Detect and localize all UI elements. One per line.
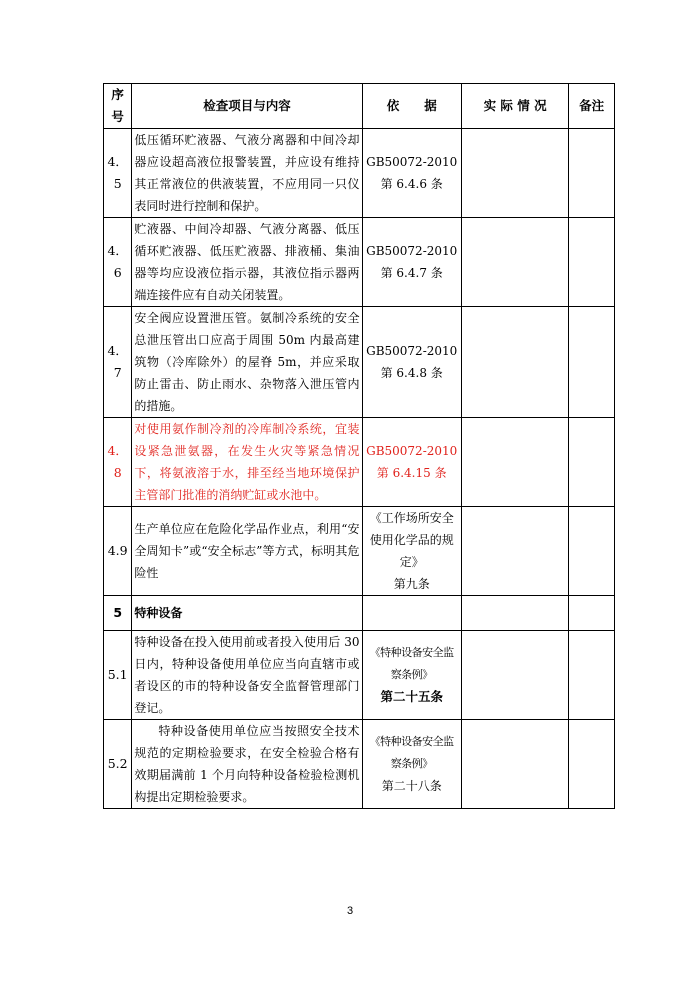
basis-clause: 第 6.4.8 条 (380, 366, 443, 380)
row-item: 对使用氨作制冷剂的冷库制冷系统，宜装设紧急泄氨器，在发生火灾等紧急情况下，将氨液溶于水，排至经当地环境保护主管部门批准的消纳贮缸或水池中。 (132, 418, 362, 507)
table-row (104, 218, 615, 307)
row-actual[interactable] (461, 418, 568, 507)
inspection-checklist-table (103, 83, 615, 809)
section-basis (362, 596, 461, 631)
header-actual: 实 际 情 况 (461, 84, 568, 129)
row-basis (362, 507, 461, 596)
row-item: 贮液器、中间冷却器、气液分离器、低压循环贮液器、低压贮液器、排液桶、集油器等均应设液位指示器，其液位指示器两端连接件应有自动关闭装置。 (132, 218, 362, 307)
row-number: 4．6 (104, 218, 132, 307)
basis-clause: 第 6.4.15 条 (376, 466, 447, 480)
row-note[interactable] (569, 631, 615, 720)
section-number: 5 (104, 596, 132, 631)
section-title: 特种设备 (132, 596, 362, 631)
table-header-row (104, 84, 615, 129)
row-note[interactable] (569, 720, 615, 809)
header-note: 备注 (569, 84, 615, 129)
basis-standard: GB50072-2010 (366, 344, 458, 358)
row-number: 4．5 (104, 129, 132, 218)
basis-clause: 第 6.4.7 条 (380, 266, 443, 280)
row-item: 生产单位应在危险化学品作业点，利用“安全周知卡”或“安全标志”等方式，标明其危险性 (132, 507, 362, 596)
row-actual[interactable] (461, 218, 568, 307)
basis-standard: 《工作场所安全使用化学品的规定》 (369, 511, 454, 569)
header-item: 检查项目与内容 (132, 84, 362, 129)
row-note[interactable] (569, 307, 615, 418)
table-row (104, 129, 615, 218)
row-number: 4.9 (104, 507, 132, 596)
row-basis (362, 418, 461, 507)
basis-regulation: 《特种设备安全监察条例》 (369, 735, 454, 770)
row-note[interactable] (569, 507, 615, 596)
row-item: 特种设备在投入使用前或者投入使用后 30 日内，特种设备使用单位应当向直辖市或者设区的市的特种设备安全监督管理部门登记。 (132, 631, 362, 720)
row-number: 4．8 (104, 418, 132, 507)
header-no: 序号 (104, 84, 132, 129)
row-actual[interactable] (461, 507, 568, 596)
row-item: 低压循环贮液器、气液分离器和中间冷却器应设超高液位报警装置，并应设有维持其正常液位的供液装置，不应用同一只仪表同时进行控制和保护。 (132, 129, 362, 218)
section-actual[interactable] (461, 596, 568, 631)
table-row (104, 307, 615, 418)
basis-clause: 第九条 (393, 577, 430, 591)
row-basis (362, 631, 461, 720)
row-number: 5.1 (104, 631, 132, 720)
header-basis: 依 据 (362, 84, 461, 129)
row-number: 4．7 (104, 307, 132, 418)
row-basis (362, 307, 461, 418)
row-basis (362, 129, 461, 218)
row-actual[interactable] (461, 720, 568, 809)
basis-clause: 第二十八条 (381, 779, 442, 793)
basis-standard: GB50072-2010 (366, 244, 458, 258)
row-basis (362, 720, 461, 809)
basis-clause: 第二十五条 (380, 689, 443, 704)
table-row (104, 507, 615, 596)
row-basis (362, 218, 461, 307)
basis-clause: 第 6.4.6 条 (380, 177, 443, 191)
row-actual[interactable] (461, 129, 568, 218)
section-note[interactable] (569, 596, 615, 631)
row-actual[interactable] (461, 307, 568, 418)
row-item: 安全阀应设置泄压管。氨制冷系统的安全总泄压管出口应高于周围 50m 内最高建筑物（冷库除外）的屋脊 5m，并应采取防止雷击、防止雨水、杂物落入泄压管内的措施。 (132, 307, 362, 418)
row-note[interactable] (569, 218, 615, 307)
page-number: 3 (346, 905, 354, 917)
basis-standard: GB50072-2010 (366, 444, 458, 458)
basis-regulation: 《特种设备安全监察条例》 (369, 646, 454, 681)
row-note[interactable] (569, 418, 615, 507)
section-row (104, 596, 615, 631)
table-row-highlighted (104, 418, 615, 507)
basis-standard: GB50072-2010 (366, 155, 458, 169)
row-note[interactable] (569, 129, 615, 218)
row-actual[interactable] (461, 631, 568, 720)
row-item: 特种设备使用单位应当按照安全技术规范的定期检验要求，在安全检验合格有效期届满前 1 个月向特种设备检验检测机构提出定期检验要求。 (132, 720, 362, 809)
table-row (104, 631, 615, 720)
table-row (104, 720, 615, 809)
row-number: 5.2 (104, 720, 132, 809)
